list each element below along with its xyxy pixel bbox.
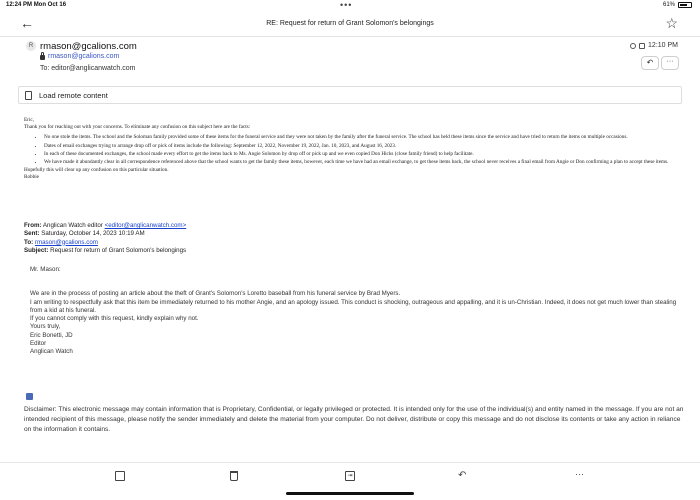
list-item: • In each of these documented exchanges, the school made every effort to get the items back to Ms. Angie Solomon by drop off or pick up and we even copied Don Hicks (close family friend) to help facilitate. bbox=[44, 151, 678, 158]
top-bar bbox=[0, 12, 700, 36]
back-arrow-icon[interactable]: ← bbox=[20, 15, 34, 31]
battery-percent: 61% bbox=[662, 2, 675, 8]
quoted-line: Anglican Watch bbox=[30, 348, 73, 356]
quoted-line: If you cannot comply with this request, kindly explain why not. bbox=[30, 315, 199, 323]
mark-unread-icon[interactable] bbox=[115, 471, 125, 481]
quoted-header bbox=[24, 222, 678, 255]
message-time: 12:10 PM bbox=[648, 42, 678, 49]
sender-detail[interactable]: rmason@gcalions.com bbox=[48, 53, 120, 60]
quoted-body bbox=[30, 266, 682, 357]
lock-icon bbox=[40, 55, 45, 60]
sent-label: Sent: bbox=[24, 230, 40, 238]
reply-facts-list bbox=[24, 134, 678, 166]
load-remote-content-label: Load remote content bbox=[39, 91, 108, 100]
page-title: RE: Request for return of Grant Solomon's belongings bbox=[266, 20, 434, 27]
battery-icon bbox=[678, 2, 692, 8]
reply-closing: Hopefully this will clear up any confusion on this particular situation. bbox=[24, 167, 169, 174]
quoted-line: I am writing to respectfully ask that this item be immediately returned to his mother Angie, and an apology issued. This conduct is shocking, outrageous and appalling, and it is un-Christian. Indeed, it does not get much lower than stealing from a kid at his funeral. bbox=[30, 298, 677, 314]
circle-icon bbox=[630, 43, 636, 49]
reply-icon[interactable]: ↶ bbox=[458, 470, 467, 481]
reply-body bbox=[24, 117, 678, 182]
multitask-dots[interactable]: ••• bbox=[340, 0, 353, 10]
move-icon[interactable]: ⇥ bbox=[345, 471, 355, 481]
from-name: Anglican Watch editor bbox=[41, 222, 105, 229]
list-item: • No one stole the items. The school and the Soloman family provided some of these items for the funeral service and they were not taken by the family after the funeral service. The school has held these items since the service and have tried to return the items on multiple occasions. bbox=[44, 134, 678, 141]
quoted-line: Yours truly, bbox=[30, 323, 61, 331]
to-label: To: bbox=[24, 238, 34, 246]
quoted-salutation: Mr. Mason: bbox=[30, 266, 61, 273]
home-indicator[interactable] bbox=[286, 492, 414, 495]
to-email-link[interactable]: rmason@gcalions.com bbox=[34, 238, 98, 246]
quoted-line: We are in the process of posting an article about the theft of Grant's Solomon's Loretto baseball from his funeral service by Brad Myers. bbox=[30, 290, 401, 298]
status-time: 12:24 PM Mon Oct 16 bbox=[6, 2, 67, 8]
status-bar bbox=[0, 0, 700, 12]
trash-icon[interactable] bbox=[230, 471, 238, 481]
quoted-line: Editor bbox=[30, 340, 47, 348]
sent-value: Saturday, October 14, 2023 10:19 AM bbox=[39, 230, 145, 238]
list-item: • Dates of email exchanges trying to arrange drop off or pick of items include the following: September 12, 2022, November 19, 2022, Jan. 10, 2023, and August 16, 2023. bbox=[44, 143, 678, 150]
more-options-button[interactable]: ··· bbox=[661, 56, 679, 70]
from-email-link[interactable]: <editor@anglicanwatch.com> bbox=[104, 222, 187, 229]
avatar: R bbox=[26, 41, 36, 51]
load-remote-content-button[interactable] bbox=[18, 86, 682, 104]
subject-value: Request for return of Grant Solomon's belongings bbox=[48, 246, 187, 254]
subject-label: Subject: bbox=[24, 246, 49, 254]
star-icon[interactable]: ☆ bbox=[665, 15, 678, 31]
document-icon bbox=[25, 91, 32, 100]
reply-button[interactable]: ↶ bbox=[641, 56, 659, 70]
message-meta bbox=[630, 42, 678, 49]
reply-intro: Thank you for reaching out with your concerns. To eliminate any confusion on this subject here are the facts: bbox=[24, 124, 251, 131]
header-divider bbox=[0, 36, 700, 37]
from-label: From: bbox=[24, 222, 42, 229]
quoted-line: Eric Bonetti, JD bbox=[30, 331, 73, 339]
square-icon bbox=[639, 43, 645, 49]
reply-signature: Robbie bbox=[24, 174, 39, 181]
list-item: • We have made it abundantly clear in all correspondence referenced above that the school wants to get the family these items, however, each time we have had an email exchange, to get these items back, the school never receives a final email from Angie or Don confirming a plan to accept these items. bbox=[44, 159, 678, 166]
more-icon[interactable]: ··· bbox=[575, 469, 584, 479]
image-placeholder-icon bbox=[26, 393, 33, 400]
disclaimer-text: Disclaimer: This electronic message may contain information that is Proprietary, Confidential, or legally privileged or protected. It is intended only for the use of the individual(s) and entity named in the message. If you are not an intended recipient of this message, please notify the sender immediately and delete the material from your computer. Do not deliver, distribute or copy this message and do not disclose its contents or take any action in reliance on the information it contains. bbox=[24, 406, 684, 433]
recipient-line[interactable]: To: editor@anglicanwatch.com bbox=[40, 65, 136, 72]
bottom-toolbar bbox=[0, 462, 700, 492]
system-indicators bbox=[663, 2, 692, 8]
reply-greeting: Eric, bbox=[24, 117, 34, 123]
sender-address[interactable]: rmason@gcalions.com bbox=[40, 41, 137, 52]
